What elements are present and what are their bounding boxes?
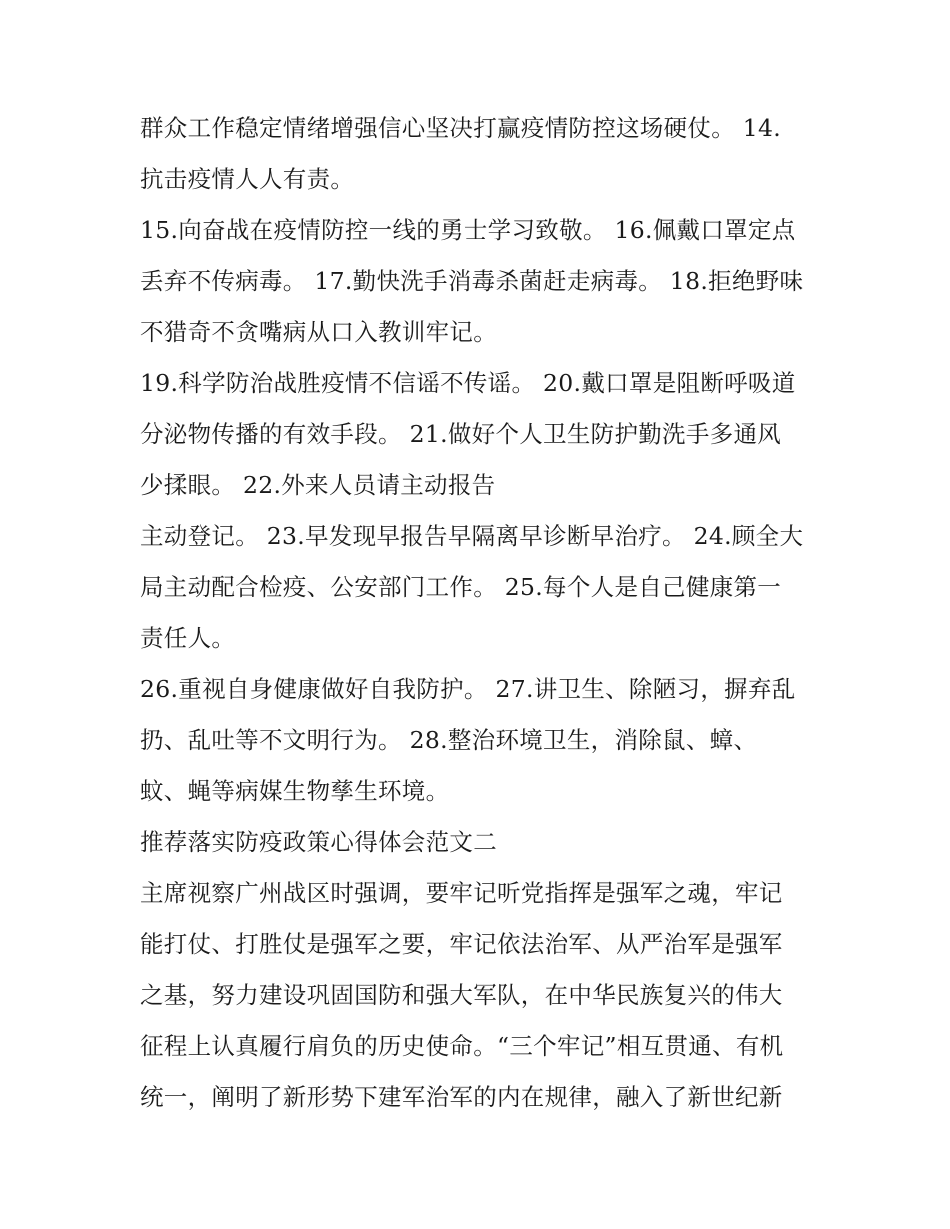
text-line-4: 丢弃不传病毒。 17.勤快洗手消毒杀菌赶走病毒。 18.拒绝野味 [140, 267, 804, 295]
text-line-10: 局主动配合检疫、公安部门工作。 25.每个人是自己健康第一 [140, 573, 782, 601]
text-line-3: 15.向奋战在疫情防控一线的勇士学习致敬。 16.佩戴口罩定点 [140, 216, 796, 244]
text-line-5: 不猎奇不贪嘴病从口入教训牢记。 [140, 318, 497, 346]
text-line-20: 统一，阐明了新形势下建军治军的内在规律，融入了新世纪新 [140, 1083, 783, 1111]
text-line-2: 抗击疫情人人有责。 [140, 165, 355, 193]
text-line-9: 主动登记。 23.早发现早报告早隔离早诊断早治疗。 24.顾全大 [140, 522, 804, 550]
text-line-6: 19.科学防治战胜疫情不信谣不传谣。 20.戴口罩是阻断呼吸道 [140, 369, 796, 397]
section-heading: 推荐落实防疫政策心得体会范文二 [140, 828, 497, 856]
text-line-13: 扔、乱吐等不文明行为。 28.整治环境卫生，消除鼠、蟑、 [140, 726, 758, 754]
text-line-11: 责任人。 [140, 624, 236, 652]
text-line-12: 26.重视自身健康做好自我防护。 27.讲卫生、除陋习，摒弃乱 [140, 675, 796, 703]
text-line-7: 分泌物传播的有效手段。 21.做好个人卫生防护勤洗手多通风 [140, 420, 782, 448]
text-line-1: 群众工作稳定情绪增强信心坚决打赢疫情防控这场硬仗。 14. [140, 114, 782, 142]
document-body [140, 103, 820, 1123]
text-line-14: 蚊、蝇等病媒生物孳生环境。 [140, 777, 450, 805]
text-line-8: 少揉眼。 22.外来人员请主动报告 [140, 471, 496, 499]
text-line-16: 主席视察广州战区时强调，要牢记听党指挥是强军之魂，牢记 [140, 879, 783, 907]
text-line-18: 之基，努力建设巩固国防和强大军队，在中华民族复兴的伟大 [140, 981, 783, 1009]
text-line-19: 征程上认真履行肩负的历史使命。“三个牢记”相互贯通、有机 [140, 1032, 784, 1060]
text-line-17: 能打仗、打胜仗是强军之要，牢记依法治军、从严治军是强军 [140, 930, 783, 958]
